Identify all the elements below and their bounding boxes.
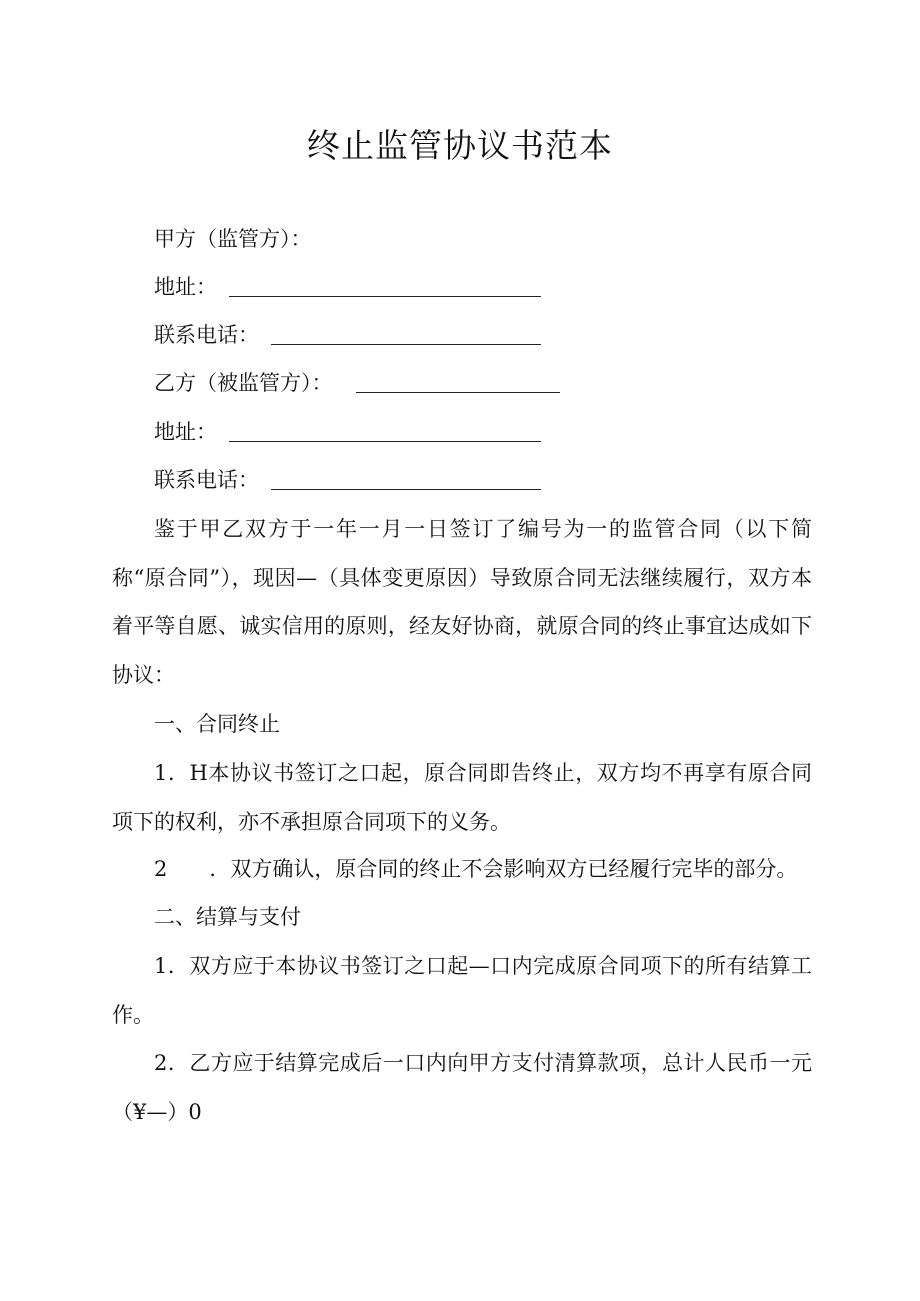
party-a-phone-blank[interactable] [271,344,541,345]
party-b-name-blank[interactable] [356,392,560,393]
section-heading: 二、结算与支付 [154,905,301,929]
party-b-phone-blank[interactable] [271,489,541,490]
section-item: 2．乙方应于结算完成后一口内向甲方支付清算款项，总计人民币一元（¥—）0 [112,1051,812,1124]
party-a-address-label: 地址： [154,275,217,299]
party-a-phone-label: 联系电话： [154,323,259,347]
party-b-label: 乙方（被监管方）： [154,371,333,395]
party-b-address-blank[interactable] [229,441,541,442]
section-heading: 一、合同终止 [154,712,280,736]
intro-paragraph: 鉴于甲乙双方于一年一月一日签订了编号为一的监管合同（以下简称“原合同”），现因—（具体变更原因）导致原合同无法继续履行，双方本着平等自愿、诚实信用的原则，经友好协商，就原合同的终止事宜达成如下协议： [112,517,812,687]
party-b-phone-label: 联系电话： [154,468,259,492]
section-item: 2 ．双方确认，原合同的终止不会影响双方已经履行完毕的部分。 [154,857,798,881]
party-a-address-blank[interactable] [229,296,541,297]
section-item: 1．H本协议书签订之口起，原合同即告终止，双方均不再享有原合同项下的权利，亦不承担原合同项下的义务。 [112,761,812,834]
party-a-label: 甲方（监管方）： [154,227,312,251]
document-title: 终止监管协议书范本 [307,126,613,165]
section-item: 1．双方应于本协议书签订之口起—口内完成原合同项下的所有结算工作。 [112,954,812,1027]
party-b-address-label: 地址： [154,420,217,444]
